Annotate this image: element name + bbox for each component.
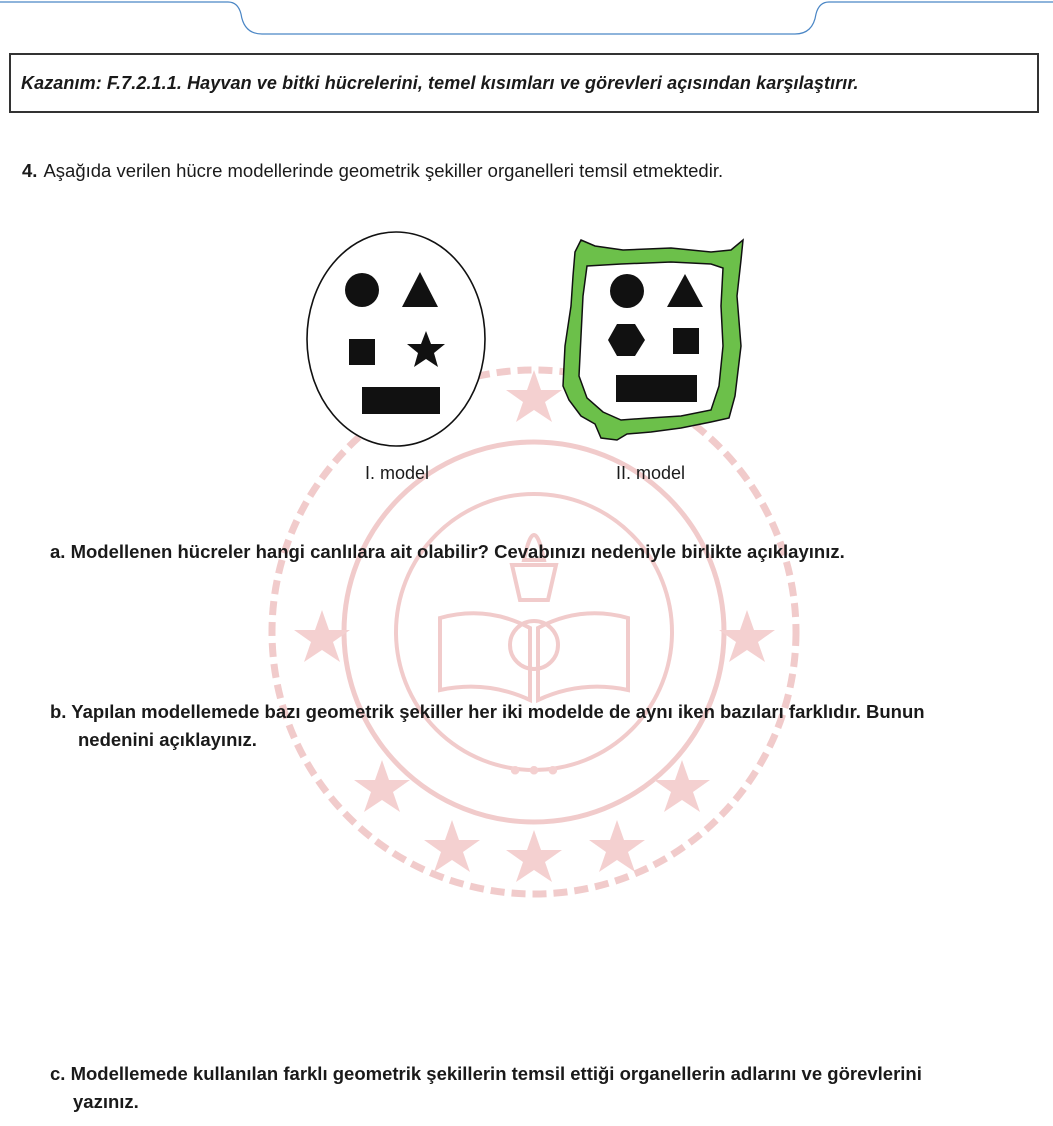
question-4 (22, 160, 723, 182)
subquestion-b-line2: nedenini açıklayınız. (78, 729, 257, 750)
subquestion-b (50, 698, 1040, 754)
kazanim-box (9, 53, 1039, 113)
svg-text:• • •: • • • (509, 754, 559, 787)
organelle-square (673, 328, 699, 354)
subquestion-c (50, 1060, 1040, 1116)
organelle-rectangle (362, 387, 440, 414)
subquestion-a-text: a. Modellenen hücreler hangi canlılara ait olabilir? Cevabınızı nedeniyle birlikte açıklayınız. (50, 541, 845, 562)
model-1-label: I. model (365, 463, 430, 483)
model-2-plant-cell (561, 236, 747, 442)
organelle-square (349, 339, 375, 365)
organelle-circle (610, 274, 644, 308)
model-1-animal-cell (305, 230, 487, 448)
question-number: 4. (22, 160, 38, 181)
header-tab-decoration (0, 0, 1053, 40)
subquestion-a (50, 538, 845, 566)
subquestion-c-line2: yazınız. (73, 1091, 139, 1112)
question-text: Aşağıda verilen hücre modellerinde geometrik şekiller organelleri temsil etmektedir. (43, 160, 724, 181)
subquestion-c-line1: c. Modellemede kullanılan farklı geometrik şekillerin temsil ettiği organellerin adlarını ve görevlerini (50, 1063, 922, 1084)
kazanim-text: Kazanım: F.7.2.1.1. Hayvan ve bitki hücrelerini, temel kısımları ve görevleri açısından karşılaştırır. (21, 72, 859, 93)
organelle-circle (345, 273, 379, 307)
subquestion-b-line1: b. Yapılan modellemede bazı geometrik şekiller her iki modelde de aynı iken bazıları farklıdır. Bunun (50, 701, 925, 722)
organelle-rectangle (616, 375, 697, 402)
model-2-label: II. model (616, 463, 686, 483)
